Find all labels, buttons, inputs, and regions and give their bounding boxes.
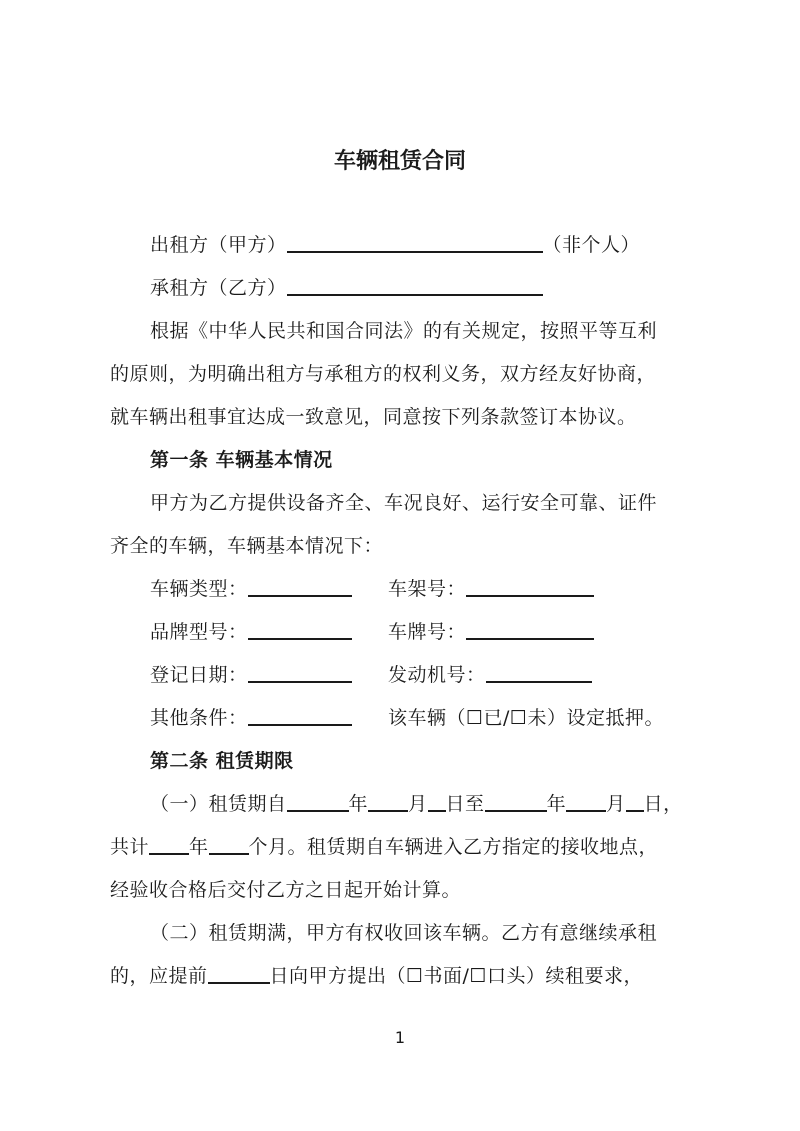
page-number: 1 xyxy=(394,1028,406,1047)
mortgage-checkbox-line[interactable]: 该车辆（☐已/☐未）设定抵押。 xyxy=(388,707,664,729)
vehicle-type-blank[interactable] xyxy=(248,577,352,597)
party-a-blank[interactable] xyxy=(287,233,543,253)
article1-intro-1: 甲方为乙方提供设备齐全、车况良好、运行安全可靠、证件 xyxy=(150,492,658,514)
party-a-label: 出租方（甲方） xyxy=(150,234,287,256)
end-month-blank[interactable] xyxy=(566,792,606,812)
year-label: 年 xyxy=(348,793,369,815)
lease-period-line xyxy=(150,790,683,818)
total-label: 共计 xyxy=(110,836,150,858)
day-to-label: 日至 xyxy=(445,793,485,815)
article1-heading: 第一条 车辆基本情况 xyxy=(150,449,333,471)
party-b-blank[interactable] xyxy=(287,276,543,296)
field-other xyxy=(150,704,352,732)
field-plate-no xyxy=(388,618,594,646)
field-brand-model xyxy=(150,618,352,646)
total-months-blank[interactable] xyxy=(209,835,249,855)
other-label: 其他条件： xyxy=(150,707,248,729)
year-label: 年 xyxy=(546,793,567,815)
article1-intro-2: 齐全的车辆，车辆基本情况下： xyxy=(110,535,384,557)
vehicle-type-label: 车辆类型： xyxy=(150,578,248,600)
lease-from-label: （一）租赁期自 xyxy=(150,793,287,815)
month-label: 月 xyxy=(408,793,428,815)
frame-no-blank[interactable] xyxy=(466,577,594,597)
plate-no-blank[interactable] xyxy=(466,620,594,640)
frame-no-label: 车架号： xyxy=(388,578,467,600)
months-text: 个月。租赁期自车辆进入乙方指定的接收地点， xyxy=(248,836,659,858)
start-day-blank[interactable] xyxy=(428,792,446,812)
renewal-clause-2 xyxy=(110,962,643,990)
other-blank[interactable] xyxy=(248,706,352,726)
month-label: 月 xyxy=(606,793,626,815)
reg-date-blank[interactable] xyxy=(248,663,352,683)
field-vehicle-type xyxy=(150,575,352,603)
field-reg-date xyxy=(150,661,352,689)
day-label: 日， xyxy=(643,793,683,815)
preamble-line-3: 就车辆出租事宜达成一致意见，同意按下列条款签订本协议。 xyxy=(110,406,637,428)
party-b-line xyxy=(150,274,543,302)
advance-days-blank[interactable] xyxy=(208,964,270,984)
engine-no-blank[interactable] xyxy=(486,663,592,683)
year-label: 年 xyxy=(189,836,209,858)
renewal-clause-1: （二）租赁期满，甲方有权收回该车辆。乙方有意继续承租 xyxy=(150,922,658,944)
total-years-blank[interactable] xyxy=(149,835,189,855)
plate-no-label: 车牌号： xyxy=(388,621,467,643)
preamble-line-1: 根据《中华人民共和国合同法》的有关规定，按照平等互利 xyxy=(150,320,658,342)
field-frame-no xyxy=(388,575,594,603)
brand-model-blank[interactable] xyxy=(248,620,352,640)
engine-no-label: 发动机号： xyxy=(388,664,486,686)
document-title: 车辆租赁合同 xyxy=(333,149,466,174)
start-month-blank[interactable] xyxy=(368,792,408,812)
end-day-blank[interactable] xyxy=(626,792,644,812)
reg-date-label: 登记日期： xyxy=(150,664,248,686)
lease-start-calc: 经验收合格后交付乙方之日起开始计算。 xyxy=(110,879,462,901)
advance-label: 的，应提前 xyxy=(110,965,208,987)
brand-model-label: 品牌型号： xyxy=(150,621,248,643)
start-year-blank[interactable] xyxy=(287,792,349,812)
renewal-request-text: 日向甲方提出（☐书面/☐口头）续租要求， xyxy=(269,965,643,987)
preamble-line-2: 的原则，为明确出租方与承租方的权利义务，双方经友好协商， xyxy=(110,363,657,385)
end-year-blank[interactable] xyxy=(485,792,547,812)
lease-total-line xyxy=(110,833,658,861)
party-b-label: 承租方（乙方） xyxy=(150,277,287,299)
party-a-line xyxy=(150,231,640,259)
article2-heading: 第二条 租赁期限 xyxy=(150,750,294,772)
party-a-suffix: （非个人） xyxy=(542,234,641,256)
field-engine-no xyxy=(388,661,592,689)
